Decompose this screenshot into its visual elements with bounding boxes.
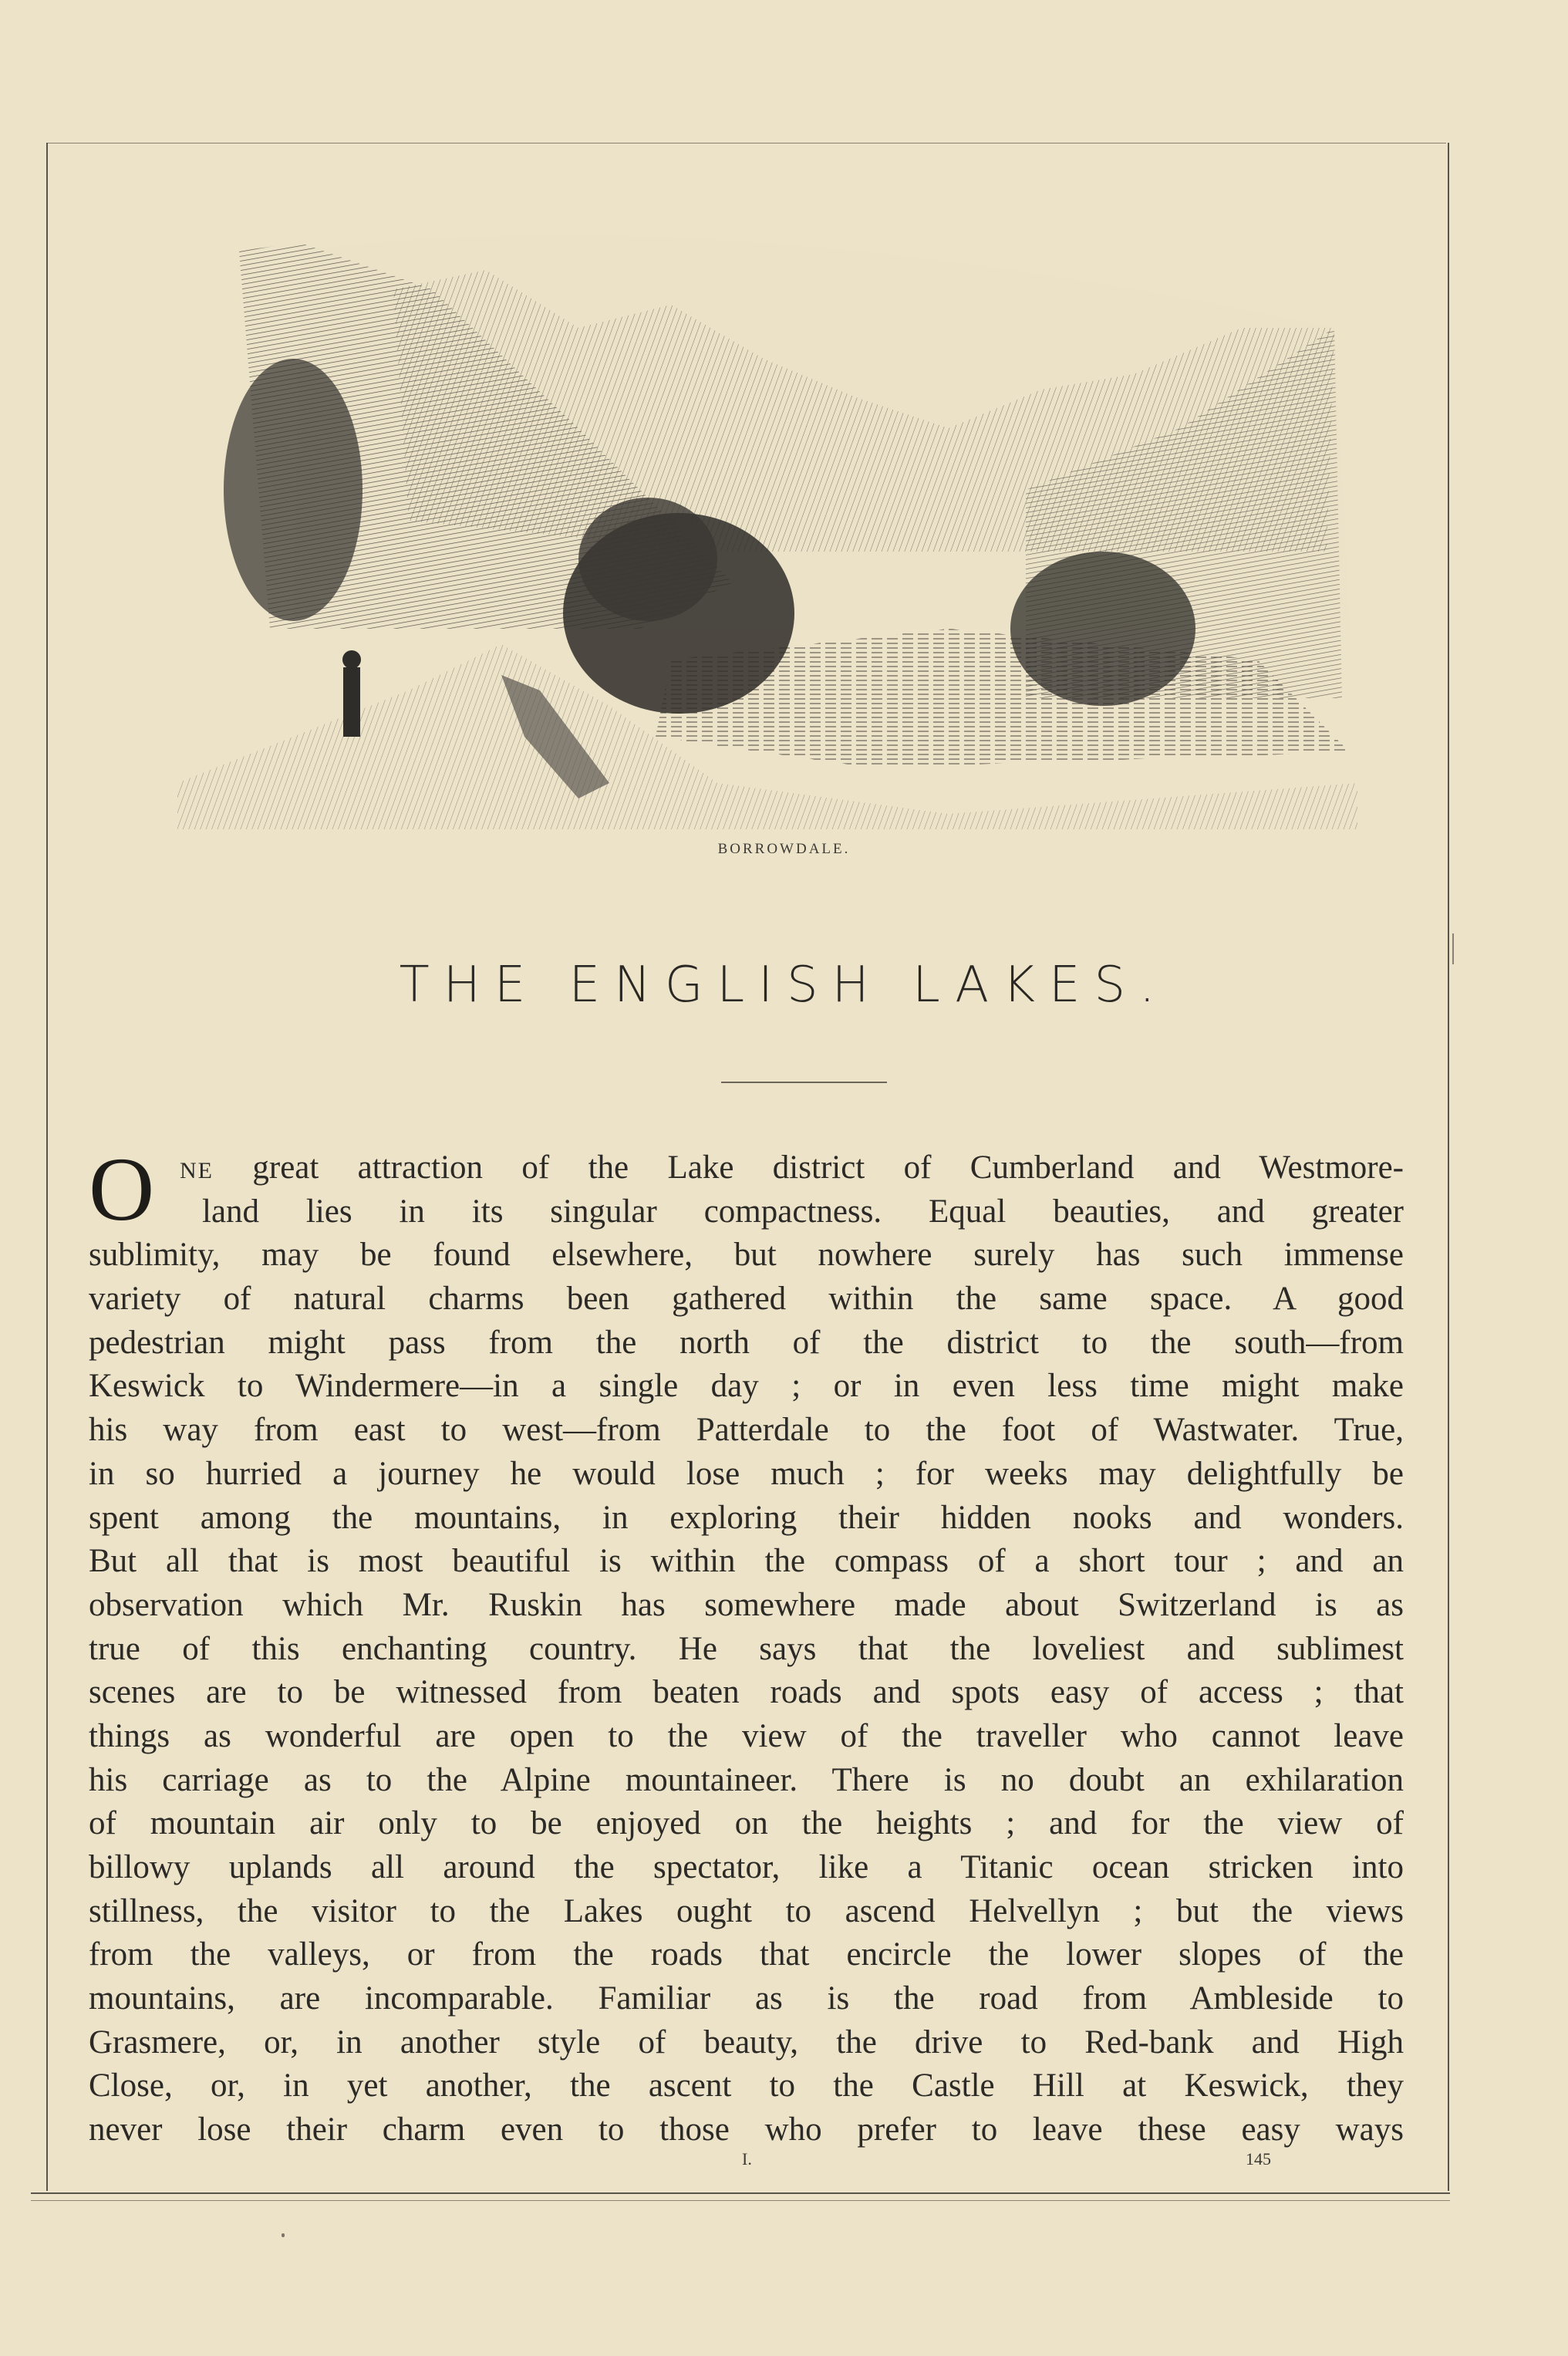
title-rule	[721, 1082, 887, 1083]
frame-bottom-rule	[31, 2192, 1450, 2194]
text-line: billowy uplands all around the spectator, like a Titanic ocean stricken into	[89, 1849, 1404, 1885]
borrowdale-engraving	[177, 197, 1357, 829]
frame-bottom-rule-thin	[31, 2200, 1450, 2201]
text-line: things as wonderful are open to the view of the traveller who cannot leave	[89, 1717, 1404, 1754]
text-line: of mountain air only to be enjoyed on the heights ; and for the view of	[89, 1805, 1404, 1842]
text-line: from the valleys, or from the roads that encircle the lower slopes of the	[89, 1936, 1404, 1973]
text-line: Keswick to Windermere—in a single day ; or in even less time might make	[89, 1368, 1404, 1405]
text-line: his carriage as to the Alpine mountaineer. There is no doubt an exhilaration	[89, 1761, 1404, 1798]
body-text	[89, 1139, 1404, 2152]
illustration-caption: BORROWDALE.	[717, 841, 851, 857]
text-line: true of this enchanting country. He says that the loveliest and sublimest	[89, 1630, 1404, 1667]
drop-cap: O	[89, 1139, 155, 1240]
text-line: Close, or, in yet another, the ascent to the Castle Hill at Keswick, they	[89, 2067, 1404, 2105]
small-caps-word: NE	[180, 1158, 214, 1183]
text-line: sublimity, may be found elsewhere, but nowhere surely has such immense	[89, 1237, 1404, 1274]
text-line: land lies in its singular compactness. Equal beauties, and greater	[202, 1193, 1404, 1230]
text-line: spent among the mountains, in exploring their hidden nooks and wonders.	[89, 1499, 1404, 1536]
chapter-title: THE ENGLISH LAKES.	[399, 957, 1169, 1014]
text-line: never lose their charm even to those who prefer to leave these easy ways	[89, 2111, 1404, 2148]
signature-mark: I.	[742, 2149, 752, 2169]
page-number: 145	[1246, 2149, 1271, 2169]
text-line: his way from east to west—from Patterdale to the foot of Wastwater. True,	[89, 1412, 1404, 1449]
text-line: mountains, are incomparable. Familiar as is the road from Ambleside to	[89, 1980, 1404, 2017]
paper-speck	[282, 2233, 285, 2237]
text-line-rest: great attraction of the Lake district of Cumberland and Westmore-	[214, 1149, 1404, 1186]
text-line	[89, 1146, 1404, 1190]
text-line: observation which Mr. Ruskin has somewhere made about Switzerland is as	[89, 1586, 1404, 1623]
text-line: variety of natural charms been gathered within the same space. A good	[89, 1281, 1404, 1318]
text-line: in so hurried a journey he would lose much ; for weeks may delightfully be	[89, 1455, 1404, 1492]
text-line: stillness, the visitor to the Lakes ought to ascend Helvellyn ; but the views	[89, 1892, 1404, 1929]
text-line: Grasmere, or, in another style of beauty, the drive to Red-bank and High	[89, 2024, 1404, 2061]
text-line: But all that is most beautiful is within the compass of a short tour ; and an	[89, 1543, 1404, 1580]
text-line: scenes are to be witnessed from beaten roads and spots easy of access ; that	[89, 1674, 1404, 1711]
text-line: pedestrian might pass from the north of the district to the south—from	[89, 1324, 1404, 1361]
